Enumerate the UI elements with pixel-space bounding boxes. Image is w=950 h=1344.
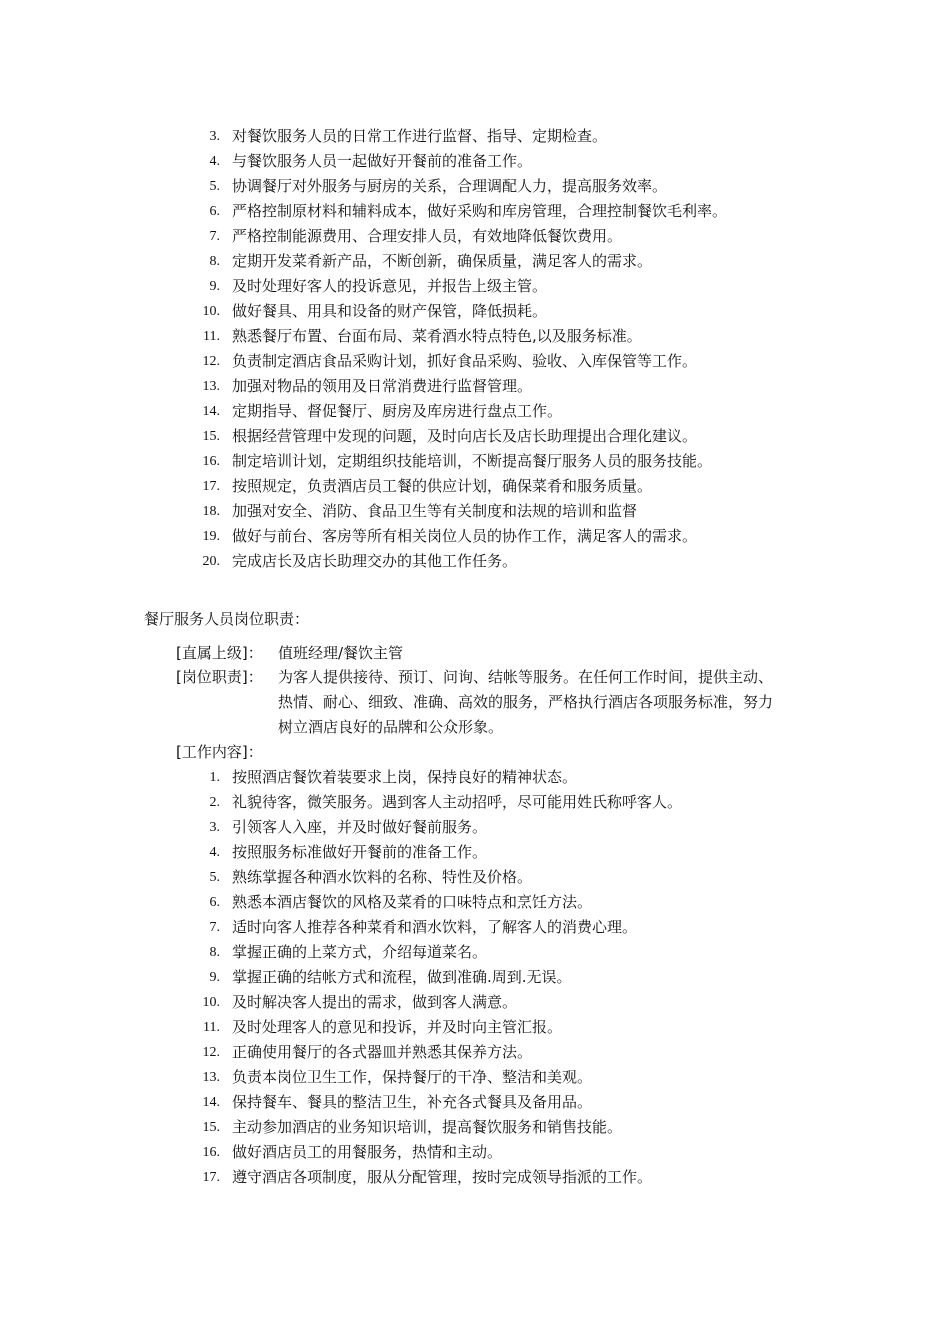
- item-text: 及时处理好客人的投诉意见，并报告上级主管。: [232, 277, 548, 295]
- item-number: 15.: [202, 429, 220, 444]
- list-item: [196, 840, 896, 865]
- item-text: 正确使用餐厅的各式器皿并熟悉其保养方法。: [232, 1043, 533, 1061]
- item-text: 按照酒店餐饮着装要求上岗，保持良好的精神状态。: [232, 768, 578, 786]
- item-text: 掌握正确的结帐方式和流程，做到准确.周到.无误。: [232, 968, 572, 986]
- list-item: [196, 765, 896, 790]
- list-item: [196, 790, 896, 815]
- item-text: 定期指导、督促餐厅、厨房及库房进行盘点工作。: [232, 402, 563, 420]
- section-title: 餐厅服务人员岗位职责：: [144, 610, 310, 628]
- list-item: [196, 524, 896, 549]
- list-item: [196, 449, 896, 474]
- list-item: [196, 249, 896, 274]
- item-number: 14.: [202, 1095, 220, 1110]
- item-number: 9.: [209, 279, 220, 294]
- work-content-label: [工作内容]：: [176, 743, 263, 761]
- item-text: 做好与前台、客房等所有相关岗位人员的协作工作，满足客人的需求。: [232, 527, 698, 545]
- item-number: 4.: [209, 845, 220, 860]
- list-item: [196, 274, 896, 299]
- list-item: [196, 815, 896, 840]
- item-number: 20.: [202, 554, 220, 569]
- report-to-value: 值班经理/餐饮主管: [278, 644, 404, 662]
- item-text: 做好酒店员工的用餐服务，热情和主动。: [232, 1143, 503, 1161]
- item-number: 14.: [202, 404, 220, 419]
- item-text: 熟练掌握各种酒水饮料的名称、特性及价格。: [232, 868, 533, 886]
- item-number: 8.: [209, 254, 220, 269]
- item-text: 按照规定，负责酒店员工餐的供应计划，确保菜肴和服务质量。: [232, 477, 653, 495]
- item-text: 掌握正确的上菜方式，介绍每道菜名。: [232, 943, 488, 961]
- list-item: [196, 1065, 896, 1090]
- item-text: 制定培训计划，定期组织技能培训，不断提高餐厅服务人员的服务技能。: [232, 452, 713, 470]
- list-item: [196, 1040, 896, 1065]
- item-number: 10.: [202, 304, 220, 319]
- item-number: 5.: [209, 179, 220, 194]
- job-duty-text: [278, 665, 838, 740]
- list-item: [196, 499, 896, 524]
- item-text: 完成店长及店长助理交办的其他工作任务。: [232, 552, 518, 570]
- work-content-list: [196, 765, 896, 1190]
- item-text: 适时向客人推荐各种菜肴和酒水饮料，了解客人的消费心理。: [232, 918, 638, 936]
- item-number: 19.: [202, 529, 220, 544]
- list-item: [196, 549, 896, 574]
- item-number: 12.: [202, 354, 220, 369]
- job-duty-label: [岗位职责]：: [176, 668, 263, 686]
- list-item: [196, 299, 896, 324]
- item-text: 熟悉餐厅布置、台面布局、菜肴酒水特点特色,以及服务标准。: [232, 327, 642, 345]
- report-to-label: [直属上级]：: [176, 644, 263, 662]
- manager-duties-list: [196, 124, 896, 574]
- item-number: 2.: [209, 795, 220, 810]
- item-text: 负责本岗位卫生工作，保持餐厅的干净、整洁和美观。: [232, 1068, 593, 1086]
- item-number: 11.: [203, 1020, 220, 1035]
- item-number: 13.: [202, 1070, 220, 1085]
- item-number: 4.: [209, 154, 220, 169]
- list-item: [196, 474, 896, 499]
- list-item: [196, 224, 896, 249]
- item-text: 做好餐具、用具和设备的财产保管，降低损耗。: [232, 302, 548, 320]
- item-text: 熟悉本酒店餐饮的风格及菜肴的口味特点和烹饪方法。: [232, 893, 593, 911]
- item-text: 加强对安全、消防、食品卫生等有关制度和法规的培训和监督: [232, 502, 638, 520]
- list-item: [196, 890, 896, 915]
- item-number: 6.: [209, 204, 220, 219]
- list-item: [196, 174, 896, 199]
- list-item: [196, 1165, 896, 1190]
- list-item: [196, 990, 896, 1015]
- item-number: 16.: [202, 454, 220, 469]
- item-text: 加强对物品的领用及日常消费进行监督管理。: [232, 377, 533, 395]
- item-text: 与餐饮服务人员一起做好开餐前的准备工作。: [232, 152, 533, 170]
- list-item: [196, 349, 896, 374]
- item-number: 13.: [202, 379, 220, 394]
- list-item: [196, 865, 896, 890]
- item-text: 协调餐厅对外服务与厨房的关系，合理调配人力，提高服务效率。: [232, 177, 668, 195]
- item-text: 引领客人入座，并及时做好餐前服务。: [232, 818, 488, 836]
- item-number: 1.: [209, 770, 220, 785]
- list-item: [196, 940, 896, 965]
- item-text: 及时解决客人提出的需求，做到客人满意。: [232, 993, 518, 1011]
- item-text: 按照服务标准做好开餐前的准备工作。: [232, 843, 488, 861]
- item-text: 负责制定酒店食品采购计划，抓好食品采购、验收、入库保管等工作。: [232, 352, 698, 370]
- item-number: 11.: [203, 329, 220, 344]
- job-duty-line: 为客人提供接待、预订、问询、结帐等服务。在任何工作时间，提供主动、: [278, 668, 774, 686]
- item-text: 根据经营管理中发现的问题，及时向店长及店长助理提出合理化建议。: [232, 427, 698, 445]
- item-text: 遵守酒店各项制度，服从分配管理，按时完成领导指派的工作。: [232, 1168, 653, 1186]
- list-item: [196, 199, 896, 224]
- list-item: [196, 424, 896, 449]
- list-item: [196, 324, 896, 349]
- item-text: 严格控制能源费用、合理安排人员，有效地降低餐饮费用。: [232, 227, 623, 245]
- list-item: [196, 1090, 896, 1115]
- item-number: 6.: [209, 895, 220, 910]
- job-duty-line: 树立酒店良好的品牌和公众形象。: [278, 718, 504, 736]
- item-text: 及时处理客人的意见和投诉，并及时向主管汇报。: [232, 1018, 563, 1036]
- list-item: [196, 374, 896, 399]
- item-text: 保持餐车、餐具的整洁卫生，补充各式餐具及备用品。: [232, 1093, 593, 1111]
- list-item: [196, 1140, 896, 1165]
- list-item: [196, 1015, 896, 1040]
- item-text: 严格控制原材料和辅料成本，做好采购和库房管理，合理控制餐饮毛利率。: [232, 202, 728, 220]
- job-duty-line: 热情、耐心、细致、准确、高效的服务，严格执行酒店各项服务标准，努力: [278, 693, 774, 711]
- item-number: 9.: [209, 970, 220, 985]
- list-item: [196, 965, 896, 990]
- item-number: 17.: [202, 1170, 220, 1185]
- item-number: 15.: [202, 1120, 220, 1135]
- item-text: 对餐饮服务人员的日常工作进行监督、指导、定期检查。: [232, 127, 608, 145]
- list-item: [196, 149, 896, 174]
- item-number: 8.: [209, 945, 220, 960]
- item-number: 17.: [202, 479, 220, 494]
- item-number: 3.: [209, 820, 220, 835]
- list-item: [196, 915, 896, 940]
- item-number: 3.: [209, 129, 220, 144]
- item-text: 礼貌待客，微笑服务。遇到客人主动招呼，尽可能用姓氏称呼客人。: [232, 793, 683, 811]
- item-number: 18.: [202, 504, 220, 519]
- item-number: 7.: [209, 920, 220, 935]
- item-text: 定期开发菜肴新产品，不断创新，确保质量，满足客人的需求。: [232, 252, 653, 270]
- item-number: 5.: [209, 870, 220, 885]
- item-number: 10.: [202, 995, 220, 1010]
- item-number: 7.: [209, 229, 220, 244]
- list-item: [196, 1115, 896, 1140]
- list-item: [196, 124, 896, 149]
- item-number: 16.: [202, 1145, 220, 1160]
- item-number: 12.: [202, 1045, 220, 1060]
- item-text: 主动参加酒店的业务知识培训，提高餐饮服务和销售技能。: [232, 1118, 623, 1136]
- list-item: [196, 399, 896, 424]
